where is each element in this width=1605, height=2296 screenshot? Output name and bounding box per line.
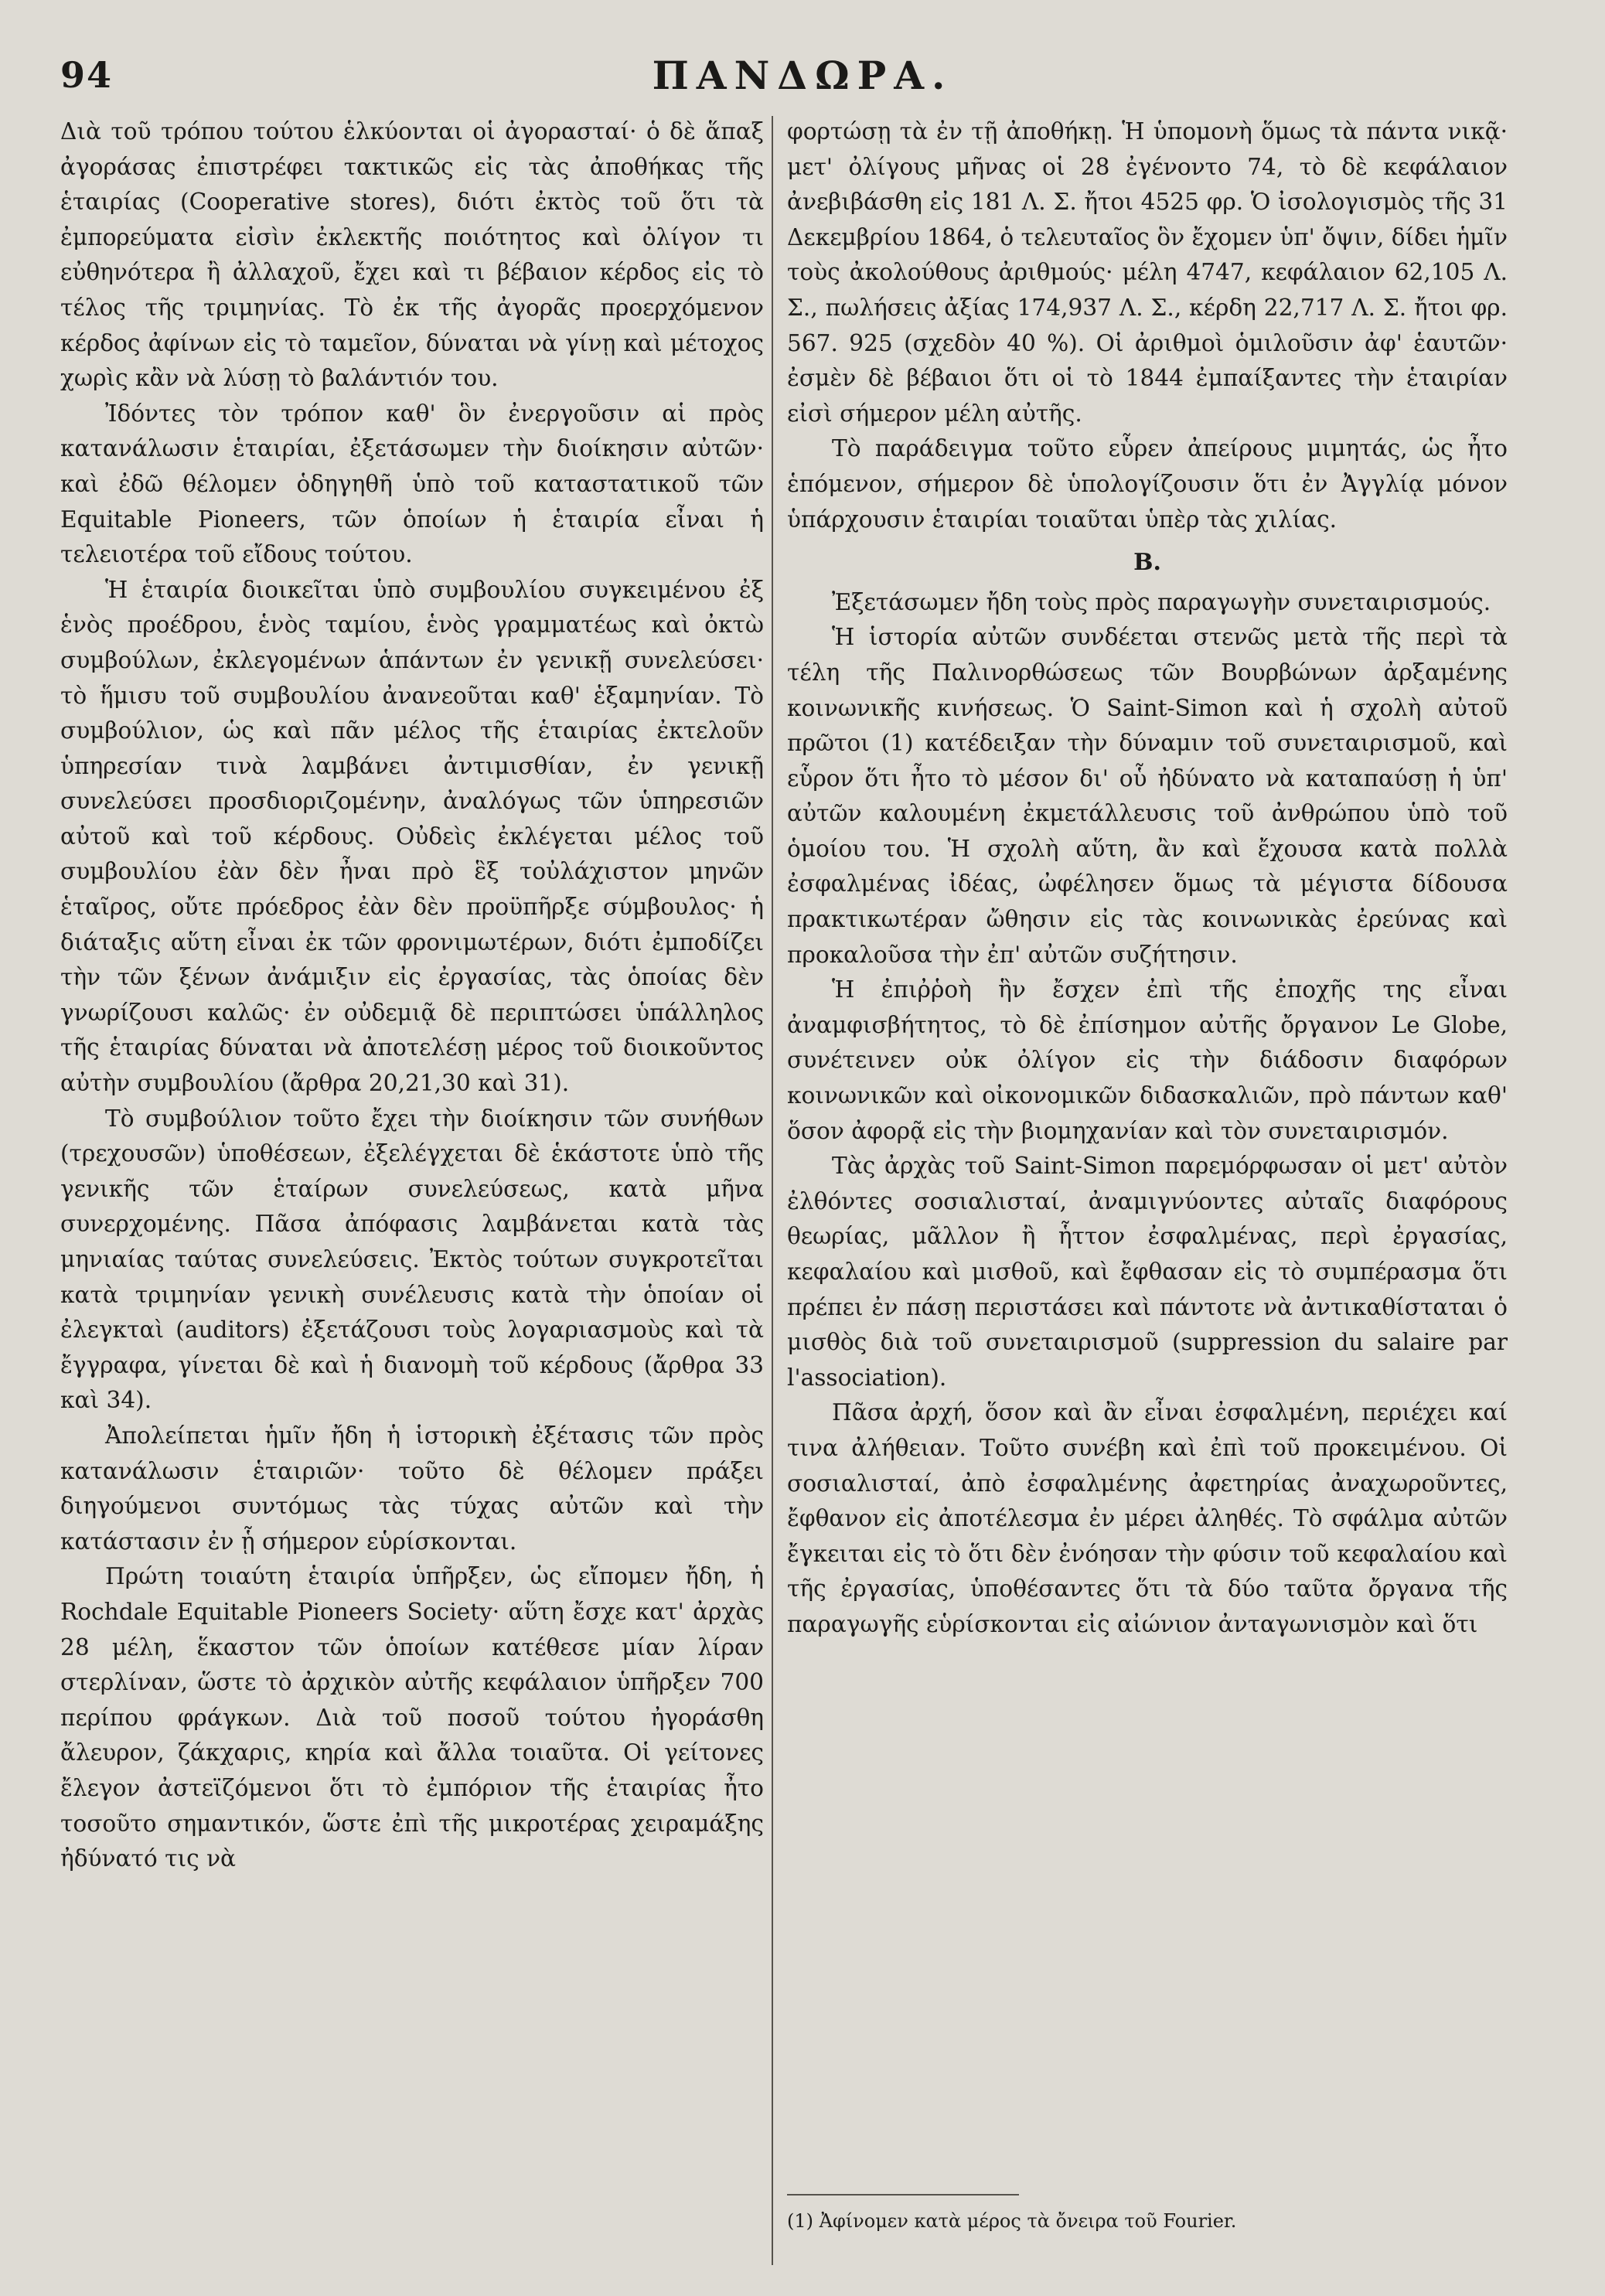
right-paragraph-2: Τὸ παράδειγμα τοῦτο εὗρεν ἀπείρους μιμητάς, ὡς ἦτο ἑπόμενον, σήμερον δὲ ὑπολογίζουσιν ὅτι ἐν Ἀγγλίᾳ μόνον ὑπάρχουσιν ἑταιρίαι τοιαῦται ὑπὲρ τὰς χιλίας.	[787, 435, 1508, 533]
left-paragraph-6: Πρώτη τοιαύτη ἑταιρία ὑπῆρξεν, ὡς εἴπομεν ἤδη, ἡ Rochdale Equitable Pioneers Society· αὕτη ἔσχε κατ' ἀρχὰς 28 μέλη, ἕκαστον τῶν ὁποίων κατέθεσε μίαν λίραν στερλίναν, ὥστε τὸ ἀρχικὸν αὐτῆς κεφάλαιον ὑπῆρξεν 700 περίπου φράγκων. Διὰ τοῦ ποσοῦ τούτου ἠγοράσθη ἄλευρον, ζάκχαρις, κηρία καὶ ἄλλα τοιαῦτα. Οἱ γείτονες ἔλεγον ἀστεϊζόμενοι ὅτι τὸ ἐμπόριον τῆς ἑταιρίας ἦτο τοσοῦτο σημαντικόν, ὥστε ἐπὶ τῆς μικροτέρας χειραμάξης ἠδύνατό τις νὰ	[60, 1563, 764, 1872]
right-column	[787, 114, 1508, 1643]
page-number: 94	[60, 54, 114, 96]
running-title: ΠΑΝΔΩΡΑ.	[652, 53, 953, 98]
footnote-divider	[787, 2194, 1019, 2196]
footnote: (1) Ἀφίνομεν κατὰ μέρος τὰ ὄνειρα τοῦ Fourier.	[787, 2210, 1237, 2232]
right-paragraph-4: Ἡ ἱστορία αὐτῶν συνδέεται στενῶς μετὰ τῆς περὶ τὰ τέλη τῆς Παλινορθώσεως τῶν Βουρβώνων ἀρξαμένης κοινωνικῆς κινήσεως. Ὁ Saint-Simon καὶ ἡ σχολὴ αὐτοῦ πρῶτοι (1) κατέδειξαν τὴν δύναμιν τοῦ συνεταιρισμοῦ, καὶ εὗρον ὅτι ἦτο τὸ μέσον δι' οὗ ἠδύνατο νὰ καταπαύσῃ ἡ ὑπ' αὐτῶν καλουμένη ἐκμετάλλευσις τοῦ ἀνθρώπου ὑπὸ τοῦ ὁμοίου του. Ἡ σχολὴ αὕτη, ἂν καὶ ἔχουσα κατὰ πολλὰ ἐσφαλμένας ἰδέας, ὠφέλησεν ὅμως τὰ μέγιστα δίδουσα πρακτικωτέραν ὤθησιν εἰς τὰς κοινωνικὰς ἐρεύνας καὶ προκαλοῦσα τὴν ἐπ' αὐτῶν συζήτησιν.	[787, 624, 1508, 968]
left-paragraph-3: Ἡ ἑταιρία διοικεῖται ὑπὸ συμβουλίου συγκειμένου ἐξ ἑνὸς προέδρου, ἑνὸς ταμίου, ἑνὸς γραμματέως καὶ ὀκτὼ συμβούλων, ἐκλεγομένων ἁπάντων ἐν γενικῇ συνελεύσει· τὸ ἥμισυ τοῦ συμβουλίου ἀνανεοῦται καθ' ἑξαμηνίαν. Τὸ συμβούλιον, ὡς καὶ πᾶν μέλος τῆς ἑταιρίας ἐκτελοῦν ὑπηρεσίαν τινὰ λαμβάνει ἀντιμισθίαν, ἐν γενικῇ συνελεύσει προσδιοριζομένην, ἀναλόγως τῶν ὑπηρεσιῶν αὐτοῦ καὶ τοῦ κέρδους. Οὐδεὶς ἐκλέγεται μέλος τοῦ συμβουλίου ἐὰν δὲν ἦναι πρὸ ἓξ τοὐλάχιστον μηνῶν ἑταῖρος, οὔτε πρόεδρος ἐὰν δὲν προϋπῆρξε σύμβουλος· ἡ διάταξις αὕτη εἶναι ἐκ τῶν φρονιμωτέρων, διότι ἐμποδίζει τὴν τῶν ξένων ἀνάμιξιν εἰς ἐργασίας, τὰς ὁποίας δὲν γνωρίζουσι καλῶς· ἐν οὐδεμιᾷ δὲ περιπτώσει ὑπάλληλος τῆς ἑταιρίας δύναται νὰ ἀποτελέσῃ μέρος τοῦ διοικοῦντος αὐτὴν συμβουλίου (ἄρθρα 20,21,30 καὶ 31).	[60, 576, 764, 1097]
column-divider	[772, 116, 773, 2265]
left-paragraph-2: Ἰδόντες τὸν τρόπον καθ' ὃν ἐνεργοῦσιν αἱ πρὸς κατανάλωσιν ἑταιρίαι, ἐξετάσωμεν τὴν διοίκησιν αὐτῶν· καὶ ἐδῶ θέλομεν ὁδηγηθῆ ὑπὸ τοῦ καταστατικοῦ τῶν Equitable Pioneers, τῶν ὁποίων ἡ ἑταιρία εἶναι ἡ τελειοτέρα τοῦ εἴδους τούτου.	[60, 400, 764, 568]
left-column	[60, 114, 764, 1877]
section-heading: Β.	[1133, 549, 1161, 577]
right-paragraph-6: Τὰς ἀρχὰς τοῦ Saint-Simon παρεμόρφωσαν οἱ μετ' αὐτὸν ἐλθόντες σοσιαλισταί, ἀναμιγνύοντες αὐταῖς διαφόρους θεωρίας, μᾶλλον ἢ ἧττον ἐσφαλμένας, περὶ ἐργασίας, κεφαλαίου καὶ μισθοῦ, καὶ ἔφθασαν εἰς τὸ συμπέρασμα ὅτι πρέπει ἐν πάσῃ περιστάσει καὶ πάντοτε νὰ ἀντικαθίσταται ὁ μισθὸς διὰ τοῦ συνεταιρισμοῦ (suppression du salaire par l'association).	[787, 1153, 1508, 1391]
right-paragraph-5: Ἡ ἐπιῤῥοὴ ἣν ἔσχεν ἐπὶ τῆς ἐποχῆς της εἶναι ἀναμφισβήτητος, τὸ δὲ ἐπίσημον αὐτῆς ὄργανον Le Globe, συνέτεινεν οὐκ ὀλίγον εἰς τὴν διάδοσιν διαφόρων κοινωνικῶν καὶ οἰκονομικῶν διδασκαλιῶν, πρὸ πάντων καθ' ὅσον ἀφορᾷ εἰς τὴν βιομηχανίαν καὶ τὸν συνεταιρισμόν.	[787, 976, 1508, 1144]
right-paragraph-1: φορτώσῃ τὰ ἐν τῇ ἀποθήκῃ. Ἡ ὑπομονὴ ὅμως τὰ πάντα νικᾷ· μετ' ὀλίγους μῆνας οἱ 28 ἐγένοντο 74, τὸ δὲ κεφάλαιον ἀνεβιβάσθη εἰς 181 Λ. Σ. ἤτοι 4525 φρ. Ὁ ἰσολογισμὸς τῆς 31 Δεκεμβρίου 1864, ὁ τελευταῖος ὃν ἔχομεν ὑπ' ὄψιν, δίδει ἡμῖν τοὺς ἀκολούθους ἀριθμούς· μέλη 4747, κεφάλαιον 62,105 Λ. Σ., πωλήσεις ἀξίας 174,937 Λ. Σ., κέρδη 22,717 Λ. Σ. ἤτοι φρ. 567. 925 (σχεδὸν 40 %). Οἱ ἀριθμοὶ ὁμιλοῦσιν ἀφ' ἑαυτῶν· ἐσμὲν δὲ βέβαιοι ὅτι οἱ τὸ 1844 ἐμπαίξαντες τὴν ἑταιρίαν εἰσὶ σήμερον μέλη αὐτῆς.	[787, 118, 1508, 427]
left-paragraph-4: Τὸ συμβούλιον τοῦτο ἔχει τὴν διοίκησιν τῶν συνήθων (τρεχουσῶν) ὑποθέσεων, ἐξελέγχεται δὲ ἑκάστοτε ὑπὸ τῆς γενικῆς τῶν ἑταίρων συνελεύσεως, κατὰ μῆνα συνερχομένης. Πᾶσα ἀπόφασις λαμβάνεται κατὰ τὰς μηνιαίας ταύτας συνελεύσεις. Ἐκτὸς τούτων συγκροτεῖται κατὰ τριμηνίαν γενικὴ συνέλευσις κατὰ τὴν ὁποίαν οἱ ἐλεγκταὶ (auditors) ἐξετάζουσι τοὺς λογαριασμοὺς καὶ τὰ ἔγγραφα, γίνεται δὲ καὶ ἡ διανομὴ τοῦ κέρδους (ἄρθρα 33 καὶ 34).	[60, 1105, 764, 1414]
right-paragraph-3: Ἐξετάσωμεν ἤδη τοὺς πρὸς παραγωγὴν συνεταιρισμούς.	[832, 588, 1491, 615]
left-paragraph-5: Ἀπολείπεται ἡμῖν ἤδη ἡ ἱστορικὴ ἐξέτασις τῶν πρὸς κατανάλωσιν ἑταιριῶν· τοῦτο δὲ θέλομεν πράξει διηγούμενοι συντόμως τὰς τύχας αὐτῶν καὶ τὴν κατάστασιν ἐν ᾗ σήμερον εὑρίσκονται.	[60, 1422, 764, 1555]
left-paragraph-1: Διὰ τοῦ τρόπου τούτου ἑλκύονται οἱ ἀγορασταί· ὁ δὲ ἅπαξ ἀγοράσας ἐπιστρέφει τακτικῶς εἰς τὰς ἀποθήκας τῆς ἑταιρίας (Cooperative stores), διότι ἐκτὸς τοῦ ὅτι τὰ ἐμπορεύματα εἰσὶν ἐκλεκτῆς ποιότητος καὶ ὀλίγον τι εὐθηνότερα ἢ ἀλλαχοῦ, ἔχει καὶ τι βέβαιον κέρδος εἰς τὸ τέλος τῆς τριμηνίας. Τὸ ἐκ τῆς ἀγορᾶς προερχόμενον κέρδος ἀφίνων εἰς τὸ ταμεῖον, δύναται νὰ γίνῃ καὶ μέτοχος χωρὶς κἂν νὰ λύσῃ τὸ βαλάντιόν του.	[60, 118, 764, 392]
right-paragraph-7: Πᾶσα ἀρχή, ὅσον καὶ ἂν εἶναι ἐσφαλμένη, περιέχει καί τινα ἀλήθειαν. Τοῦτο συνέβη καὶ ἐπὶ τοῦ προκειμένου. Οἱ σοσιαλισταί, ἀπὸ ἐσφαλμένης ἀφετηρίας ἀναχωροῦντες, ἔφθανον εἰς ἀποτέλεσμα ἐν μέρει ἀληθές. Τὸ σφάλμα αὐτῶν ἔγκειται εἰς τὸ ὅτι δὲν ἐνόησαν τὴν φύσιν τοῦ κεφαλαίου καὶ τῆς ἐργασίας, ὑποθέσαντες ὅτι τὰ δύο ταῦτα ὄργανα τῆς παραγωγῆς εὑρίσκονται εἰς αἰώνιον ἀνταγωνισμὸν καὶ ὅτι	[787, 1399, 1508, 1637]
